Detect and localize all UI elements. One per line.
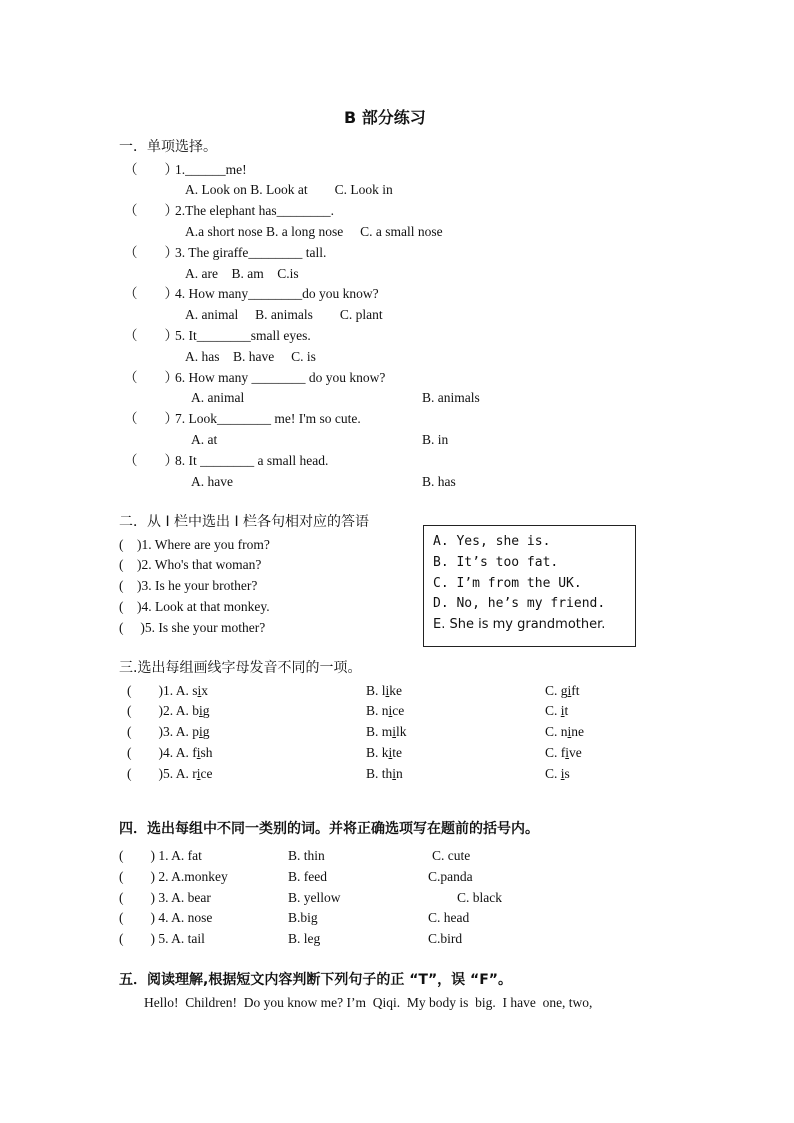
question-1: 1.______me! <box>175 162 247 177</box>
question-7: 7. Look________ me! I'm so cute. <box>175 411 361 426</box>
classify-item: ( ) 2. A.monkey <box>119 869 228 884</box>
classify-option-b: B. feed <box>288 869 327 884</box>
phonics-option-b: B. like <box>366 683 403 698</box>
paren: （ ） <box>124 245 178 260</box>
classify-option-c: C.bird <box>428 931 463 946</box>
classify-item: ( ) 5. A. tail <box>119 931 205 946</box>
phonics-option-b: B. milk <box>366 724 407 739</box>
matching-answer: E. She is my grandmother. <box>433 617 606 632</box>
phonics-option-b: B. thin <box>366 766 403 781</box>
classify-item: ( ) 4. A. nose <box>119 910 213 925</box>
options-3: A. are B. am C.is <box>185 266 299 281</box>
classify-item: ( ) 3. A. bear <box>119 890 211 905</box>
reading-passage: Hello! Children! Do you know me? I’m Qiqi. My body is big. I have one, two, <box>144 995 593 1010</box>
question-4: 4. How many________do you know? <box>175 286 379 301</box>
classify-option-b: B. thin <box>288 848 325 863</box>
phonics-option-b: B. kite <box>366 745 403 760</box>
paren: （ ） <box>124 328 178 343</box>
options-1: A. Look on B. Look at C. Look in <box>185 182 393 197</box>
phonics-option-c: C. nine <box>545 724 585 739</box>
option-8b: B. has <box>422 474 456 489</box>
matching-question: ( )5. Is she your mother? <box>119 620 266 635</box>
paren: （ ） <box>124 162 178 177</box>
phonics-item: ( )1. A. six <box>127 683 209 698</box>
option-6b: B. animals <box>422 390 480 405</box>
option-6a: A. animal <box>191 390 245 405</box>
question-3: 3. The giraffe________ tall. <box>175 245 327 260</box>
matching-question: ( )2. Who's that woman? <box>119 557 262 572</box>
phonics-option-c: C. it <box>545 703 569 718</box>
phonics-option-c: C. is <box>545 766 570 781</box>
option-8a: A. have <box>191 474 233 489</box>
question-5: 5. It________small eyes. <box>175 328 311 343</box>
phonics-item: ( )3. A. pig <box>127 724 210 739</box>
classify-option-c: C. head <box>428 910 470 925</box>
matching-answer: D. No, he’s my friend. <box>433 596 606 611</box>
phonics-option-c: C. gift <box>545 683 580 698</box>
paren: （ ） <box>124 286 178 301</box>
classify-option-c: C. cute <box>432 848 471 863</box>
phonics-option-b: B. nice <box>366 703 405 718</box>
section-3-heading: 三.选出每组画线字母发音不同的一项。 <box>119 660 362 676</box>
phonics-item: ( )4. A. fish <box>127 745 213 760</box>
paren: （ ） <box>124 453 178 468</box>
classify-item: ( ) 1. A. fat <box>119 848 202 863</box>
paren: （ ） <box>124 411 178 426</box>
phonics-item: ( )5. A. rice <box>127 766 213 781</box>
section-5-heading: 五．阅读理解,根据短文内容判断下列句子的正 “T”，误 “F”。 <box>119 972 512 988</box>
section-2-heading: 二．从 I 栏中选出 I 栏各句相对应的答语 <box>119 514 370 530</box>
matching-question: ( )4. Look at that monkey. <box>119 599 270 614</box>
matching-answer: C. I’m from the UK. <box>433 576 582 591</box>
phonics-item: ( )2. A. big <box>127 703 210 718</box>
classify-option-c: C.panda <box>428 869 473 884</box>
option-7b: B. in <box>422 432 449 447</box>
matching-question: ( )3. Is he your brother? <box>119 578 258 593</box>
paren: （ ） <box>124 370 178 385</box>
options-4: A. animal B. animals C. plant <box>185 307 383 322</box>
section-1-heading: 一．单项选择。 <box>119 139 217 155</box>
option-7a: A. at <box>191 432 218 447</box>
matching-answer: A. Yes, she is. <box>433 534 551 549</box>
options-5: A. has B. have C. is <box>185 349 316 364</box>
phonics-option-c: C. five <box>545 745 582 760</box>
classify-option-b: B. yellow <box>288 890 341 905</box>
classify-option-b: B.big <box>288 910 318 925</box>
page-title: B 部分练习 <box>344 108 426 127</box>
classify-option-c: C. black <box>457 890 502 905</box>
matching-question: ( )1. Where are you from? <box>119 537 270 552</box>
matching-answer: B. It’s too fat. <box>433 555 559 570</box>
question-2: 2.The elephant has________. <box>175 203 334 218</box>
classify-option-b: B. leg <box>288 931 321 946</box>
paren: （ ） <box>124 203 178 218</box>
options-2: A.a short nose B. a long nose C. a small nose <box>185 224 443 239</box>
question-6: 6. How many ________ do you know? <box>175 370 386 385</box>
question-8: 8. It ________ a small head. <box>175 453 329 468</box>
section-4-heading: 四．选出每组中不同一类别的词。并将正确选项写在题前的括号内。 <box>119 821 539 837</box>
